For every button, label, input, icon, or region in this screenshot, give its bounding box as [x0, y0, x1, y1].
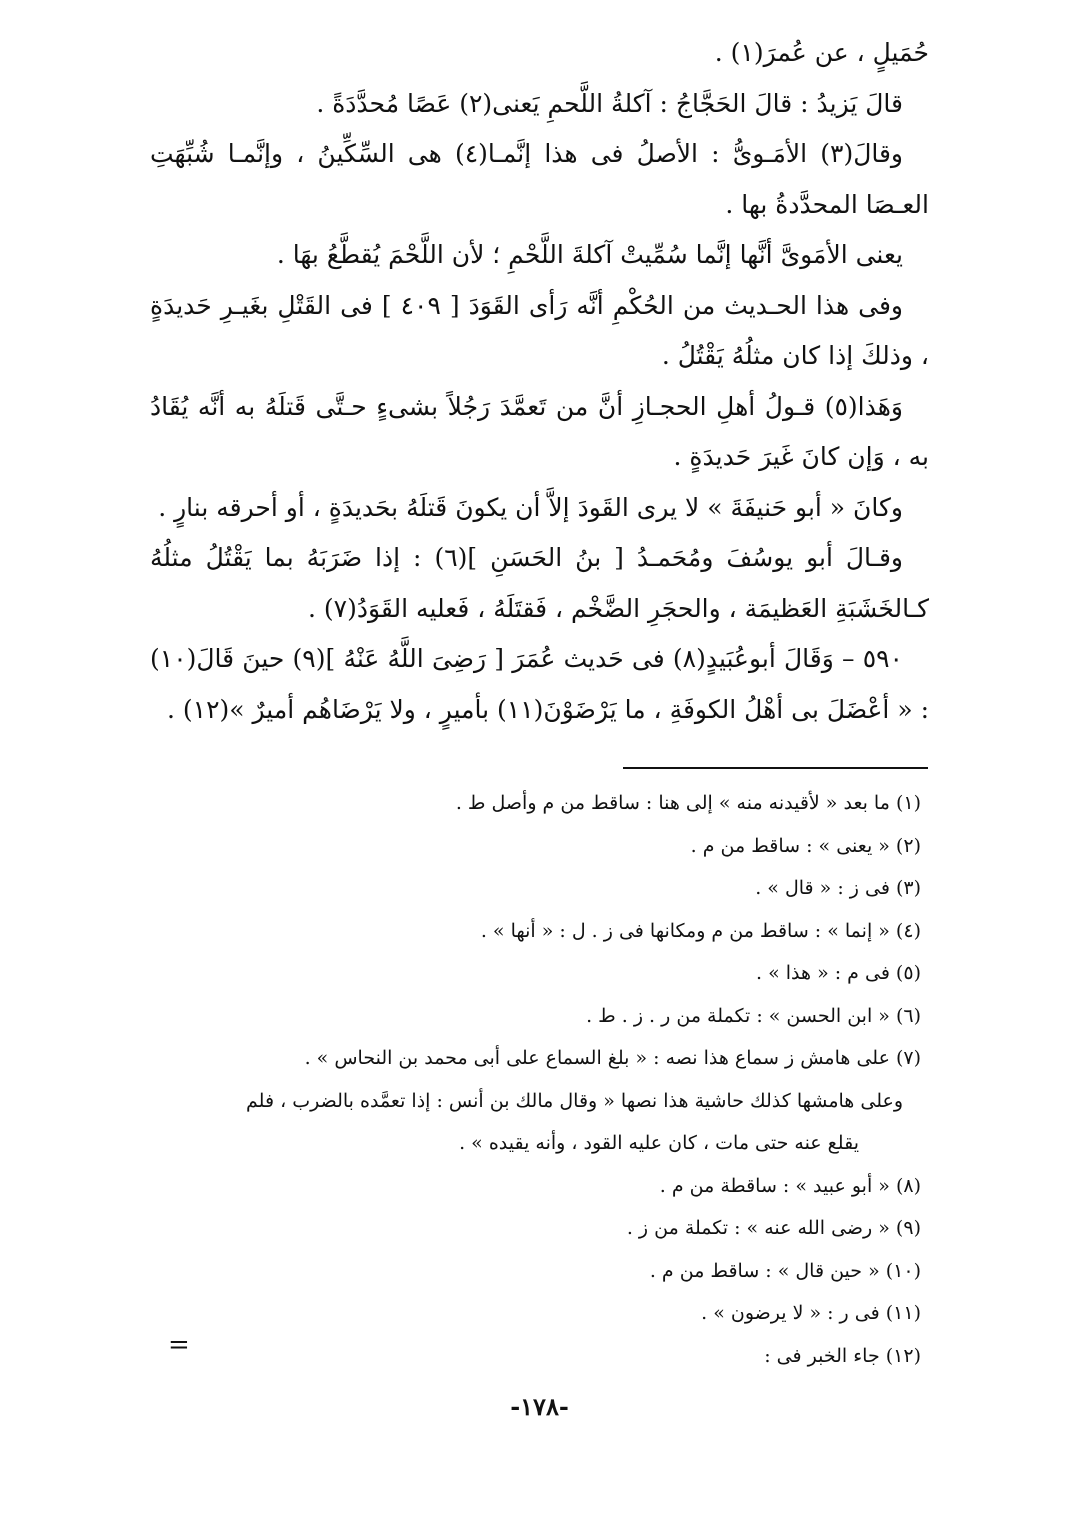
footnote-3: (٣) فى ز : « قال » .	[755, 877, 921, 899]
footnote-4: (٤) « إنما » : ساقط من م ومكانها فى ز . ل : « أنها » .	[480, 919, 921, 942]
paragraph-4: يعنى الأمَوىَّ أنَّها إنَّما سُمِّيتْ آكلةَ اللَّحْمِ ؛ لأن اللَّحْمَ يُقطَّعُ بهَا .	[276, 240, 903, 269]
paragraph-2: قالَ يَزيدُ : قالَ الحَجَّاجُ : آكلةُ اللَّحمِ يَعنى(٢) عَصًا مُحدَّدَةً .	[316, 88, 903, 118]
paragraph-6: وَهَذا(٥) قـولُ أهلِ الحجـازِ أنَّ من تَعمَّدَ رَجُلاً بشىءٍ حـتَّى قَتلَهُ به أنَّه يُقَادُ به ، وَإن كانَ غَيرَ حَديدَةٍ .	[150, 391, 929, 471]
footnote-7-continuation: وعلى هامشها كذلك حاشية هذا نصها « وقال مالك بن أنس : إذا تعمَّده بالضرب ، فلم	[246, 1089, 903, 1112]
footnote-5: (٥) فى م : « هذا » .	[756, 962, 921, 984]
paragraph-1: حُمَيلٍ ، عن عُمرَ(١) .	[714, 38, 929, 67]
paragraph-9: ٥٩٠ – وَقَالَ أبوعُبَيدٍ(٨) فى حَديث عُمَرَ [ رَضِىَ اللَّهُ عَنْهُ ](٩) حينَ قَالَ(١٠) : « أعْضَلَ بى أهْلُ الكوفَةِ ، ما يَرْضَوْنَ(١١) بأميرٍ ، ولا يَرْضَاهُم أميرٌ »(١٢) .	[150, 644, 929, 724]
footnote-separator	[623, 767, 928, 769]
continuation-mark: =	[168, 1330, 190, 1360]
footnote-1: (١) ما بعد « لأقيدنه منه » إلى هنا : ساقط من م وأصل ط .	[455, 792, 921, 814]
footnote-9: (٩) « رضى الله عنه » : تكملة من ز .	[626, 1217, 921, 1239]
page-number: -١٧٨-	[510, 1392, 569, 1421]
paragraph-7: وكانَ « أبو حَنيفَةَ » لا يرى القَودَ إلاَّ أن يكونَ قَتلَهُ بحَديدَةٍ ، أو أحرقه بنارٍ .	[158, 492, 903, 522]
main-text	[150, 28, 929, 735]
footnote-7: (٧) على هامش ز سماع هذا نصه : « بلغ السماع على أبى محمد بن النحاس » .	[304, 1047, 921, 1069]
footnotes	[150, 782, 921, 1377]
footnote-12: (١٢) جاء الخبر فى :	[764, 1344, 921, 1367]
footnote-8: (٨) « أبو عبيد » : ساقطة من م .	[659, 1174, 921, 1197]
paragraph-8: وقـالَ أبو يوسُفَ ومُحَمـدُ [ بنُ الحَسَنِ ](٦) : إذا ضَرَبَهُ بما يَقْتُلُ مثلُهُ كـالخَشَبَةِ العَظيمَة ، والحجَرِ الضَّخْم ، فَقتَلَهُ ، فَعليه القَوَدُ(٧) .	[150, 543, 929, 623]
footnote-2: (٢) « يعنى » : ساقط من م .	[690, 834, 921, 857]
paragraph-5: وفى هذا الحـديث من الحُكْمِ أنَّه رَأى القَوَدَ [ ٤٠٩ ] فى القَتْلِ بغَيـرِ حَديدَةٍ ، وذلكَ إذا كان مثلُهُ يَقْتُلُ .	[150, 290, 929, 370]
footnote-7-continuation-2: يقلع عنه حتى مات ، كان عليه القود ، وأنه يقيده » .	[459, 1132, 859, 1154]
footnote-6: (٦) « ابن الحسن » : تكملة من ر . ز . ط .	[586, 1004, 921, 1027]
footnote-10: (١٠) « حين قال » : ساقط من م .	[649, 1259, 921, 1282]
paragraph-3: وقالَ(٣) الأمَـوىُّ : الأصلُ فى هذا إنَّمـا(٤) هى السِّكِّينُ ، وإنَّمـا شُبِّهَتِ العـصَا المحدَّدةُ بها .	[150, 139, 929, 219]
footnote-11: (١١) فى ر : « لا يرضون » .	[701, 1302, 921, 1324]
